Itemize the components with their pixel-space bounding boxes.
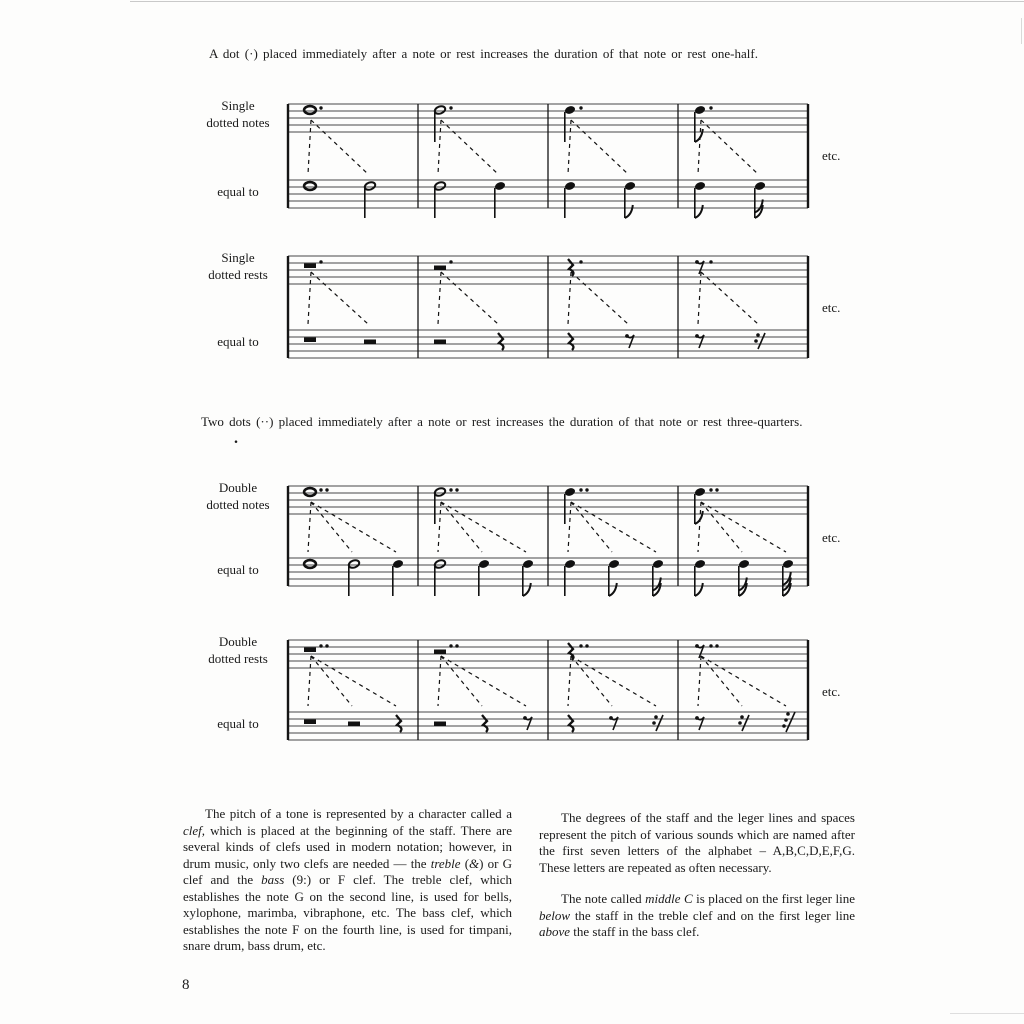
duration-connector xyxy=(571,656,612,706)
text-segment: bass xyxy=(261,872,285,887)
augmentation-dot xyxy=(709,488,712,491)
augmentation-dot xyxy=(715,644,718,647)
etc-label: etc. xyxy=(822,300,841,315)
duration-connector xyxy=(701,656,786,706)
quarter-rest xyxy=(568,715,573,732)
text-segment: ) or G clef and the xyxy=(183,855,512,887)
staves xyxy=(286,254,814,396)
sixteenth-rest xyxy=(738,715,749,731)
sixteenth-note xyxy=(652,559,664,596)
sixteenth-rest xyxy=(754,333,765,349)
equal-to-label: equal to xyxy=(217,184,259,199)
duration-connector xyxy=(571,502,612,552)
staves xyxy=(286,102,814,246)
thirty-second-rest xyxy=(782,712,795,732)
augmentation-dot xyxy=(455,488,458,491)
augmentation-dot xyxy=(319,106,322,109)
duration-connector xyxy=(701,272,758,324)
half-note xyxy=(348,559,361,596)
scan-artifact xyxy=(130,1,1024,2)
augmentation-dot xyxy=(579,260,582,263)
duration-connector xyxy=(698,120,701,174)
augmentation-dot xyxy=(449,488,452,491)
eighth-rest xyxy=(695,644,704,658)
duration-connector xyxy=(568,502,571,552)
scan-artifact xyxy=(1021,18,1022,44)
duration-connector xyxy=(698,502,701,552)
duration-connector xyxy=(568,656,571,706)
duration-connector xyxy=(311,502,352,552)
text-segment: above xyxy=(539,924,571,939)
eighth-rest xyxy=(609,716,618,730)
etc-label: etc. xyxy=(822,684,841,699)
treble-clef-glyph: & xyxy=(469,855,480,871)
paragraph xyxy=(539,810,855,876)
duration-connector xyxy=(571,502,656,552)
augmentation-dot xyxy=(455,644,458,647)
half-note xyxy=(434,181,447,218)
augmentation-dot xyxy=(579,106,582,109)
eighth-rest xyxy=(523,716,532,730)
whole-rest xyxy=(304,720,316,725)
duration-connector xyxy=(308,120,311,174)
half-rest xyxy=(434,650,446,655)
quarter-rest xyxy=(498,333,503,350)
half-rest xyxy=(434,722,446,727)
eighth-note xyxy=(522,559,534,596)
duration-connector xyxy=(571,120,628,174)
duration-connector xyxy=(568,120,571,174)
sixteenth-note xyxy=(738,559,750,596)
whole-note xyxy=(304,182,316,190)
sixteenth-note xyxy=(754,181,766,218)
paragraph xyxy=(183,806,512,955)
half-note xyxy=(364,181,377,218)
augmentation-dot xyxy=(449,106,452,109)
duration-connector xyxy=(701,120,758,174)
eighth-rest xyxy=(695,716,704,730)
duration-connector xyxy=(441,272,498,324)
quarter-note xyxy=(478,559,490,596)
duration-connector xyxy=(441,656,482,706)
duration-connector xyxy=(311,656,352,706)
augmentation-dot xyxy=(585,644,588,647)
scan-artifact xyxy=(950,1013,1024,1014)
text-segment: The degrees of the staff and the leger lines and spaces represent the pitch of various sounds which are named after the first seven letters of the alphabet – A,B,C,D,E,F,G. These letters are repeated as often necessary. xyxy=(539,810,855,875)
quarter-rest xyxy=(482,715,487,732)
text-segment: below xyxy=(539,907,571,923)
eighth-note xyxy=(608,559,620,596)
eighth-rest xyxy=(695,334,704,348)
quarter-rest xyxy=(568,333,573,350)
duration-connector xyxy=(571,656,656,706)
quarter-note xyxy=(564,559,576,596)
equal-to-label: equal to xyxy=(217,716,259,731)
augmentation-dot xyxy=(319,488,322,491)
augmentation-dot xyxy=(319,260,322,263)
whole-rest xyxy=(304,648,316,653)
page-number: 8 xyxy=(182,977,190,993)
duration-connector xyxy=(441,120,498,174)
eighth-note xyxy=(694,559,706,596)
text-segment: clef, xyxy=(183,822,206,838)
augmentation-dot xyxy=(319,644,322,647)
half-rest xyxy=(434,266,446,271)
text-segment: the staff in the bass clef. xyxy=(570,924,700,939)
left-text-column xyxy=(183,806,512,970)
augmentation-dot xyxy=(709,106,712,109)
augmentation-dot xyxy=(579,488,582,491)
text-segment: which is placed at the beginning of the staff. There are several kinds of clefs used in modern notation; however, in drum music, only two clefs are needed — the xyxy=(183,822,512,871)
quarter-note xyxy=(392,559,404,596)
half-note xyxy=(434,559,447,596)
half-rest xyxy=(364,340,376,345)
augmentation-dot xyxy=(579,644,582,647)
eighth-note xyxy=(694,181,706,218)
duration-connector xyxy=(308,656,311,706)
text-segment: the staff in the treble clef and on the first leger line xyxy=(570,907,855,923)
paragraph xyxy=(539,891,855,941)
right-text-column xyxy=(539,810,855,956)
duration-connector xyxy=(438,120,441,174)
duration-connector xyxy=(701,502,742,552)
duration-connector xyxy=(568,272,571,324)
duration-connector xyxy=(441,502,482,552)
duration-connector xyxy=(311,656,396,706)
text-segment: is placed on the first leger line xyxy=(692,891,855,906)
quarter-note xyxy=(564,181,576,218)
augmentation-dot xyxy=(709,260,712,263)
diagram-title: Single dotted notes xyxy=(206,98,270,130)
duration-connector xyxy=(441,502,526,552)
duration-connector xyxy=(698,656,701,706)
quarter-rest xyxy=(396,715,401,732)
equal-to-label: equal to xyxy=(217,562,259,577)
duration-connector xyxy=(701,502,786,552)
duration-connector xyxy=(308,272,311,324)
text-segment: middle C xyxy=(645,891,693,906)
equal-to-label: equal to xyxy=(217,334,259,349)
staves xyxy=(286,638,814,778)
duration-connector xyxy=(438,502,441,552)
etc-label: etc. xyxy=(822,530,841,545)
text-segment: The pitch of a tone is represented by a character called a xyxy=(205,806,512,821)
half-rest xyxy=(348,722,360,727)
duration-connector xyxy=(308,502,311,552)
etc-label: etc. xyxy=(822,148,841,163)
eighth-rest xyxy=(695,260,704,274)
whole-note xyxy=(304,106,316,114)
augmentation-dot xyxy=(585,488,588,491)
augmentation-dot xyxy=(709,644,712,647)
whole-rest xyxy=(304,264,316,269)
bass-clef-glyph: 9: xyxy=(296,872,307,887)
text-segment: ( xyxy=(284,872,297,887)
text-segment: The note called xyxy=(561,891,646,906)
diagram-title: Double dotted notes xyxy=(206,480,270,512)
text-segment: ) or F clef. The treble clef, which establishes the note G on the second line, is used for bells, xylophone, marimba, vibraphone, etc. The bass clef, which establishes the note F on the fourth line, is used for timpani, snare drum, bass drum, etc. xyxy=(183,872,512,953)
sixteenth-rest xyxy=(652,715,663,731)
augmentation-dot xyxy=(449,644,452,647)
duration-connector xyxy=(698,272,701,324)
text-segment: treble xyxy=(430,855,461,871)
two-dot-rule-text: Two dots (··) placed immediately after a note or rest increases the duration of that note or rest three-quarters. xyxy=(201,414,803,429)
duration-connector xyxy=(438,656,441,706)
duration-connector xyxy=(571,272,628,324)
staves xyxy=(286,484,814,624)
half-rest xyxy=(434,340,446,345)
augmentation-dot xyxy=(715,488,718,491)
augmentation-dot xyxy=(325,644,328,647)
whole-rest xyxy=(304,338,316,343)
text-segment: ( xyxy=(460,855,470,871)
thirty-second-note xyxy=(782,559,794,596)
whole-note xyxy=(304,560,316,568)
whole-note xyxy=(304,488,316,496)
duration-connector xyxy=(311,120,368,174)
augmentation-dot xyxy=(449,260,452,263)
duration-connector xyxy=(441,656,526,706)
dot-rule-text: A dot (·) placed immediately after a note or rest increases the duration of that note or rest one-half. xyxy=(209,46,758,61)
duration-connector xyxy=(701,656,742,706)
diagram-title: Single dotted rests xyxy=(208,250,268,282)
duration-connector xyxy=(311,272,368,324)
eighth-rest xyxy=(625,334,634,348)
stray-ink-mark: . xyxy=(234,430,238,447)
diagram-title: Double dotted rests xyxy=(208,634,268,666)
duration-connector xyxy=(438,272,441,324)
augmentation-dot xyxy=(325,488,328,491)
duration-connector xyxy=(311,502,396,552)
quarter-note xyxy=(494,181,506,218)
eighth-note xyxy=(624,181,636,218)
